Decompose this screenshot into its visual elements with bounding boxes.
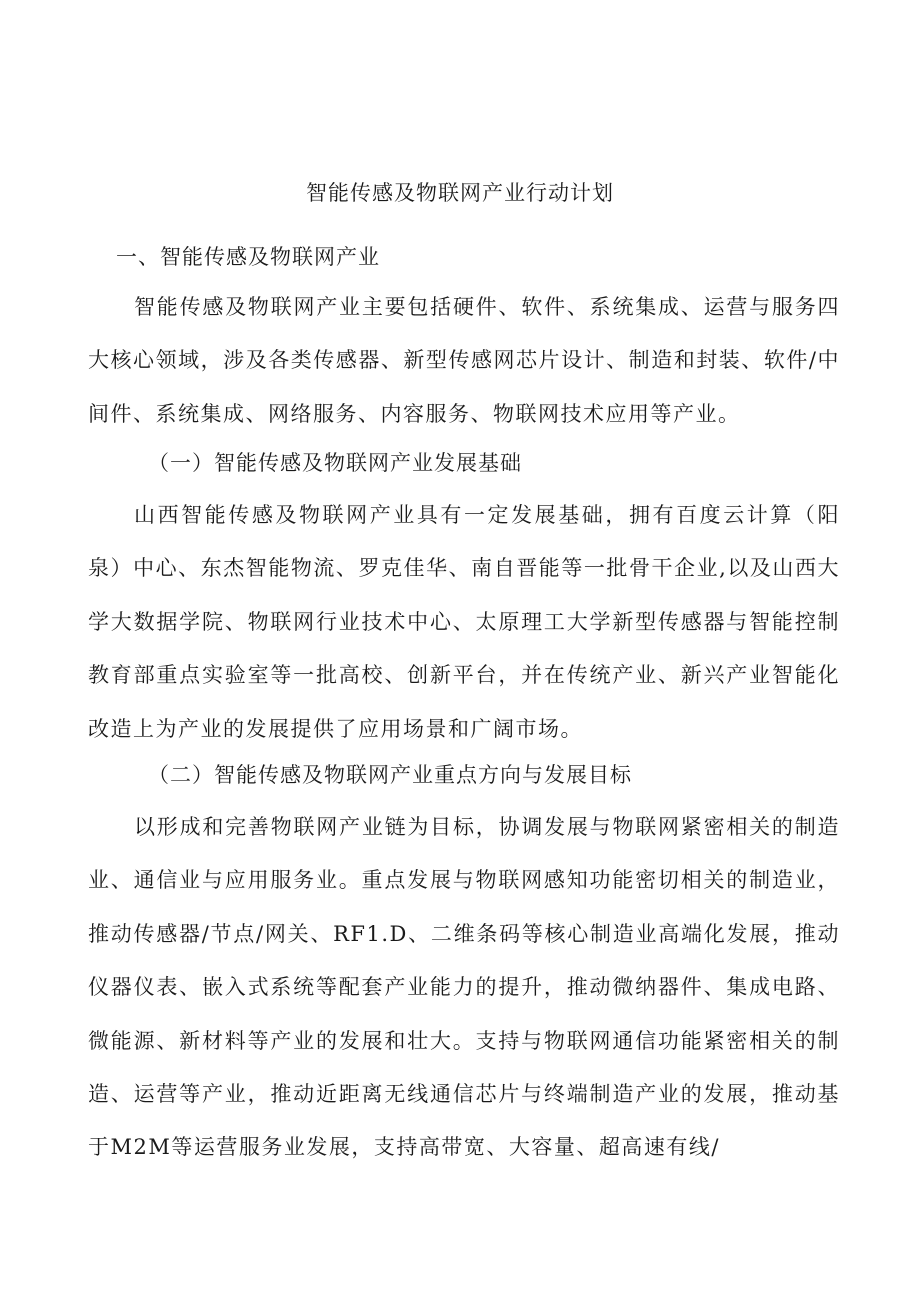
document-title: 智能传感及物联网产业行动计划 bbox=[306, 181, 614, 205]
subsection-2-body-paragraph: 以形成和完善物联网产业链为目标，协调发展与物联网紧密相关的制造业、通信业与应用服务业。重点发展与物联网感知功能密切相关的制造业，推动传感器/节点/网关、RF1.D、二维条码等核心制造业高端化发展，推动仪器仪表、嵌入式系统等配套产业能力的提升，推动微纳器件、集成电路、微能源、新材料等产业的发展和壮大。支持与物联网通信功能紧密相关的制造、运营等产业，推动近距离无线通信芯片与终端制造产业的发展，推动基于M2M等运营服务业发展，支持高带宽、大容量、超高速有线/ bbox=[88, 815, 840, 1160]
section-heading-1: 一、智能传感及物联网产业 bbox=[116, 245, 380, 269]
subsection-heading-2: （二）智能传感及物联网产业重点方向与发展目标 bbox=[148, 763, 632, 787]
section-1-intro-paragraph: 智能传感及物联网产业主要包括硬件、软件、系统集成、运营与服务四大核心领域，涉及各类传感器、新型传感网芯片设计、制造和封装、软件/中间件、系统集成、网络服务、内容服务、物联网技术应用等产业。 bbox=[88, 295, 840, 426]
subsection-heading-1: （一）智能传感及物联网产业发展基础 bbox=[148, 451, 522, 475]
subsection-1-body-paragraph: 山西智能传感及物联网产业具有一定发展基础，拥有百度云计算（阳泉）中心、东杰智能物流、罗克佳华、南自晋能等一批骨干企业,以及山西大学大数据学院、物联网行业技术中心、太原理工大学新型传感器与智能控制教育部重点实验室等一批高校、创新平台，并在传统产业、新兴产业智能化改造上为产业的发展提供了应用场景和广阔市场。 bbox=[88, 503, 840, 741]
